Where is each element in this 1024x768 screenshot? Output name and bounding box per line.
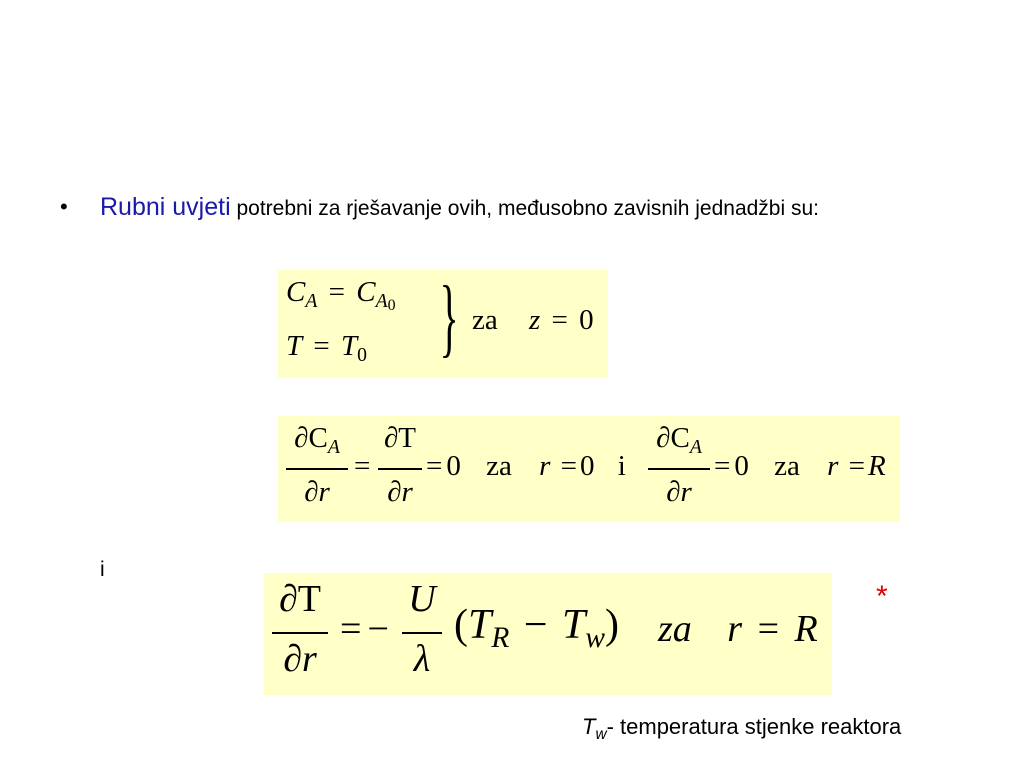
bullet-dot: • xyxy=(60,194,68,219)
equation-box-2 xyxy=(278,416,900,522)
eq3-frac2-num: U xyxy=(408,578,436,620)
eq2-equals1: = xyxy=(354,450,371,482)
eq1-line1: $C_A = C_{A0}$ xyxy=(286,276,396,314)
eq3-frac1-num: ∂T xyxy=(279,578,321,620)
eq2-frac2-num: ∂T xyxy=(383,422,417,454)
eq2-frac3-line xyxy=(648,468,710,470)
eq1-line2: $T = T_0$ xyxy=(286,330,367,367)
footnote: $T_w-$ temperatura stjenke reaktora xyxy=(582,714,902,743)
eq2-frac3-den: ∂r xyxy=(666,476,692,508)
eq3-eq-minus: = − xyxy=(340,608,389,650)
eq3-frac2-line xyxy=(402,632,442,634)
eq2-frac3-num: $\partial C_A$ xyxy=(656,422,702,459)
eq3-condition: za r = R xyxy=(658,608,818,650)
eq1-brace: } xyxy=(439,269,459,366)
label-i: i xyxy=(100,558,105,581)
eq2-frac2-den: ∂r xyxy=(387,476,413,508)
eq3-frac2-den: λ xyxy=(413,638,431,680)
eq3-paren-expr: $(T_R - T_w)$ xyxy=(454,602,619,654)
bullet-body: potrebni za rješavanje ovih, međusobno zavisnih jednadžbi su: xyxy=(230,197,819,220)
equation-box-1 xyxy=(278,270,608,378)
eq2-frac1-den: ∂r xyxy=(304,476,330,508)
bullet-title: Rubni uvjeti xyxy=(100,193,231,221)
eq2-rest1: = 0 za r = 0 i xyxy=(426,450,626,482)
eq2-frac1-line xyxy=(286,468,348,470)
red-star-icon: * xyxy=(876,580,888,613)
eq3-frac1-den: ∂r xyxy=(283,638,317,680)
eq2-frac2-line xyxy=(378,468,422,470)
eq2-frac1-num: $\partial C_A$ xyxy=(294,422,340,459)
equation-box-3 xyxy=(264,573,832,695)
eq3-frac1-line xyxy=(272,632,328,634)
bullet-text xyxy=(100,190,960,226)
eq1-condition: za z = 0 xyxy=(472,304,594,336)
eq2-rest2: = 0 za r = R xyxy=(714,450,886,482)
